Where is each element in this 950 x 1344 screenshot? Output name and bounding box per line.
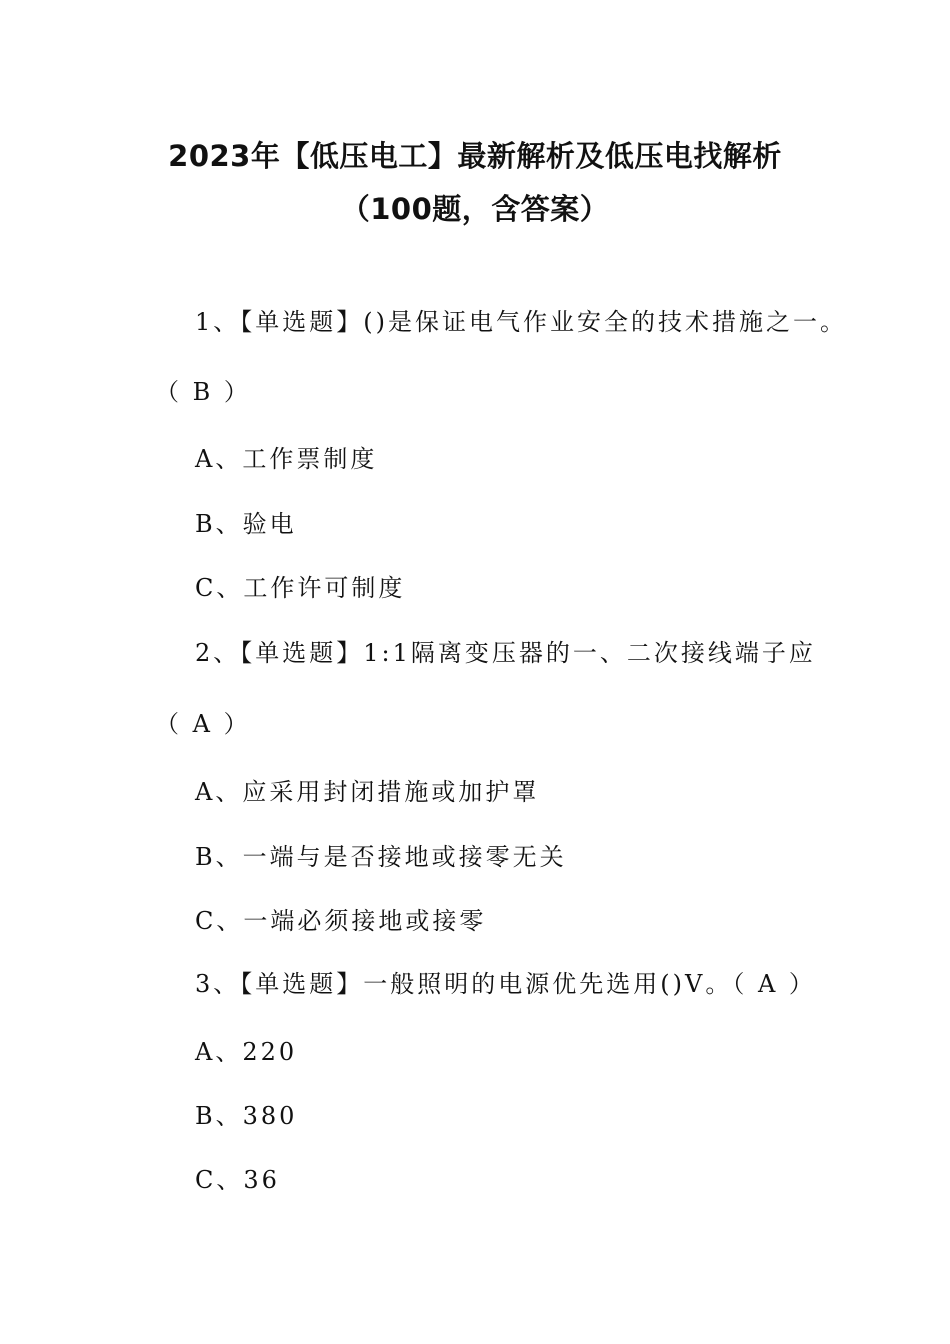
question-2-option-c: C、一端必须接地或接零: [195, 907, 487, 935]
question-1-option-c: C、工作许可制度: [195, 574, 406, 602]
question-2-stem: 2、【单选题】1:1隔离变压器的一、二次接线端子应: [195, 639, 816, 667]
question-3-option-c: C、36: [195, 1166, 280, 1194]
question-3-stem: 3、【单选题】一般照明的电源优先选用()V。（ A ）: [195, 970, 816, 998]
doc-title-line-2: （100题，含答案）: [340, 192, 610, 226]
question-1-option-a: A、工作票制度: [195, 445, 378, 473]
question-1-stem: 1、【单选题】()是保证电气作业安全的技术措施之一。: [195, 308, 847, 336]
question-2-option-a: A、应采用封闭措施或加护罩: [195, 778, 540, 806]
question-2-answer: （ A ）: [155, 710, 251, 738]
question-2-option-b: B、一端与是否接地或接零无关: [195, 843, 567, 871]
question-1-answer: （ B ）: [155, 378, 251, 406]
question-3-option-a: A、220: [195, 1038, 298, 1066]
doc-title-line-1: 2023年【低压电工】最新解析及低压电找解析: [168, 139, 782, 173]
question-3-option-b: B、380: [195, 1102, 298, 1130]
question-1-option-b: B、验电: [195, 510, 297, 538]
